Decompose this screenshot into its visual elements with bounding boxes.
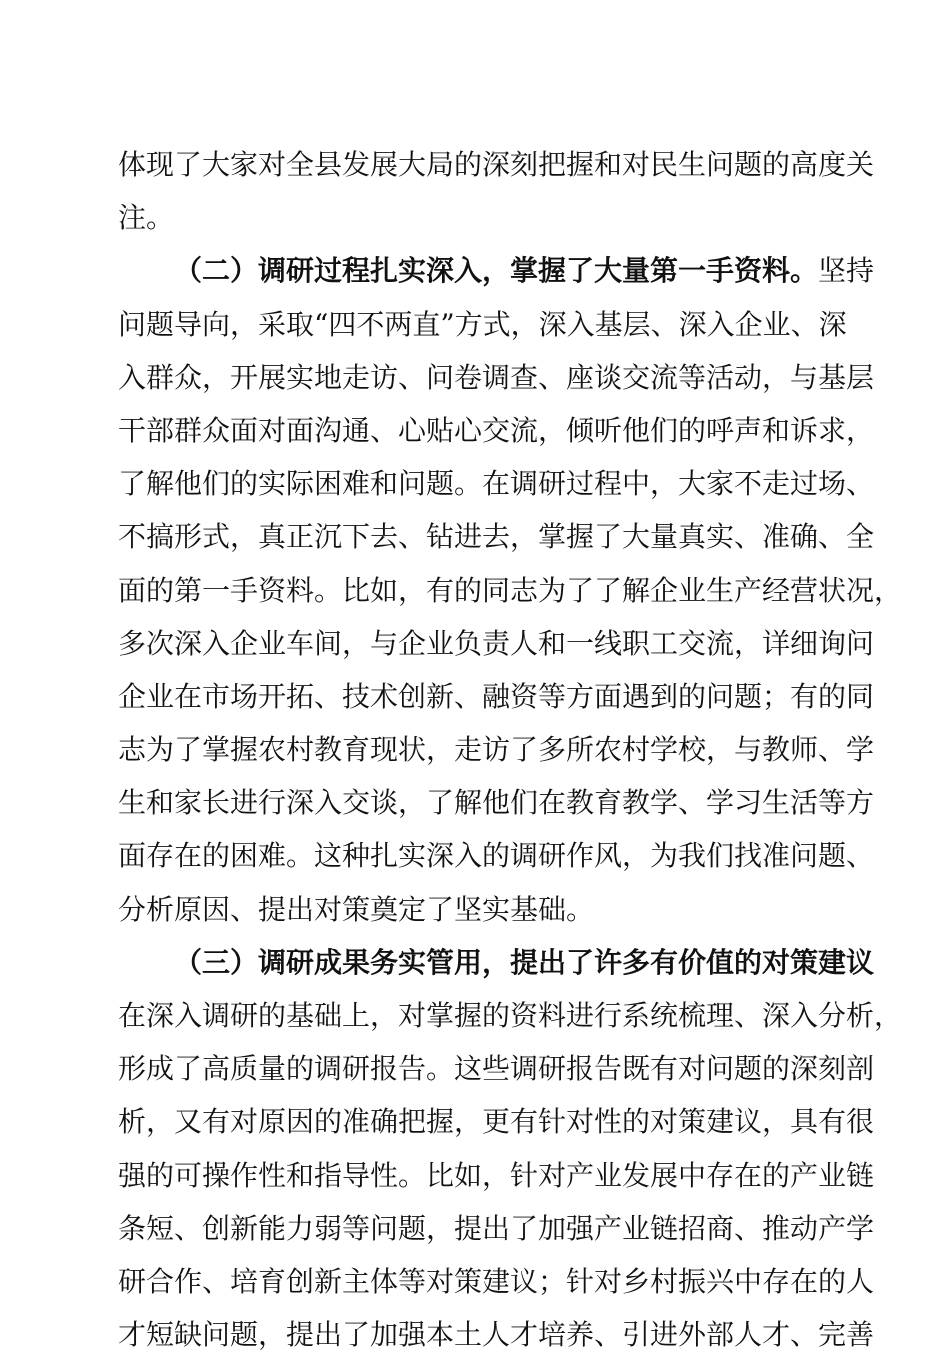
text-line-4: 问题导向，采取“四不两直”方式，深入基层、深入企业、深 <box>118 307 847 341</box>
text-line-22: 研合作、培育创新主体等对策建议；针对乡村振兴中存在的人 <box>118 1264 875 1298</box>
text-line-19: 析，又有对原因的准确把握，更有针对性的对策建议，具有很 <box>118 1105 875 1139</box>
section-heading-2 <box>118 244 875 297</box>
text-line-11: 企业在市场开拓、技术创新、融资等方面遇到的问题；有的同 <box>118 679 875 713</box>
text-line-13: 生和家长进行深入交谈，了解他们在教育教学、学习生活等方 <box>118 786 875 820</box>
document-page <box>118 138 903 1361</box>
text-line-12: 志为了掌握农村教育现状，走访了多所农村学校，与教师、学 <box>118 733 875 767</box>
text-line-1: 体现了大家对全县发展大局的深刻把握和对民生问题的高度关 <box>118 148 875 181</box>
text-line-9: 面的第一手资料。比如，有的同志为了了解企业生产经营状况， <box>118 573 903 607</box>
text-line-8: 不搞形式，真正沉下去、钻进去，掌握了大量真实、准确、全 <box>118 520 875 554</box>
text-line-5: 入群众，开展实地走访、问卷调查、座谈交流等活动，与基层 <box>118 360 875 394</box>
text-line-18: 形成了高质量的调研报告。这些调研报告既有对问题的深刻剖 <box>118 1052 875 1086</box>
section-heading-3-title: 调研成果务实管用，提出了许多有价值的对策建议 <box>258 945 875 979</box>
text-line-20: 强的可操作性和指导性。比如，针对产业发展中存在的产业链 <box>118 1158 875 1192</box>
text-line-10: 多次深入企业车间，与企业负责人和一线职工交流，详细询问 <box>118 626 875 660</box>
text-line-15: 分析原因、提出对策奠定了坚实基础。 <box>118 892 595 926</box>
text-line-14: 面存在的困难。这种扎实深入的调研作风，为我们找准问题、 <box>118 839 875 873</box>
text-line-6: 干部群众面对面沟通、心贴心交流，倾听他们的呼声和诉求， <box>118 413 875 447</box>
section-heading-3 <box>118 936 875 989</box>
text-line-7: 了解他们的实际困难和问题。在调研过程中，大家不走过场、 <box>118 467 875 501</box>
section-heading-2-rest: 坚持 <box>818 254 875 288</box>
text-line-2: 注。 <box>118 201 175 235</box>
text-line-23: 才短缺问题，提出了加强本土人才培养、引进外部人才、完善 <box>118 1318 875 1352</box>
section-heading-3-prefix: （三） <box>174 945 259 979</box>
text-line-21: 条短、创新能力弱等问题，提出了加强产业链招商、推动产学 <box>118 1211 875 1245</box>
section-heading-2-bold: （二）调研过程扎实深入，掌握了大量第一手资料。 <box>174 254 819 288</box>
text-line-17: 在深入调研的基础上，对掌握的资料进行系统梳理、深入分析， <box>118 999 903 1032</box>
